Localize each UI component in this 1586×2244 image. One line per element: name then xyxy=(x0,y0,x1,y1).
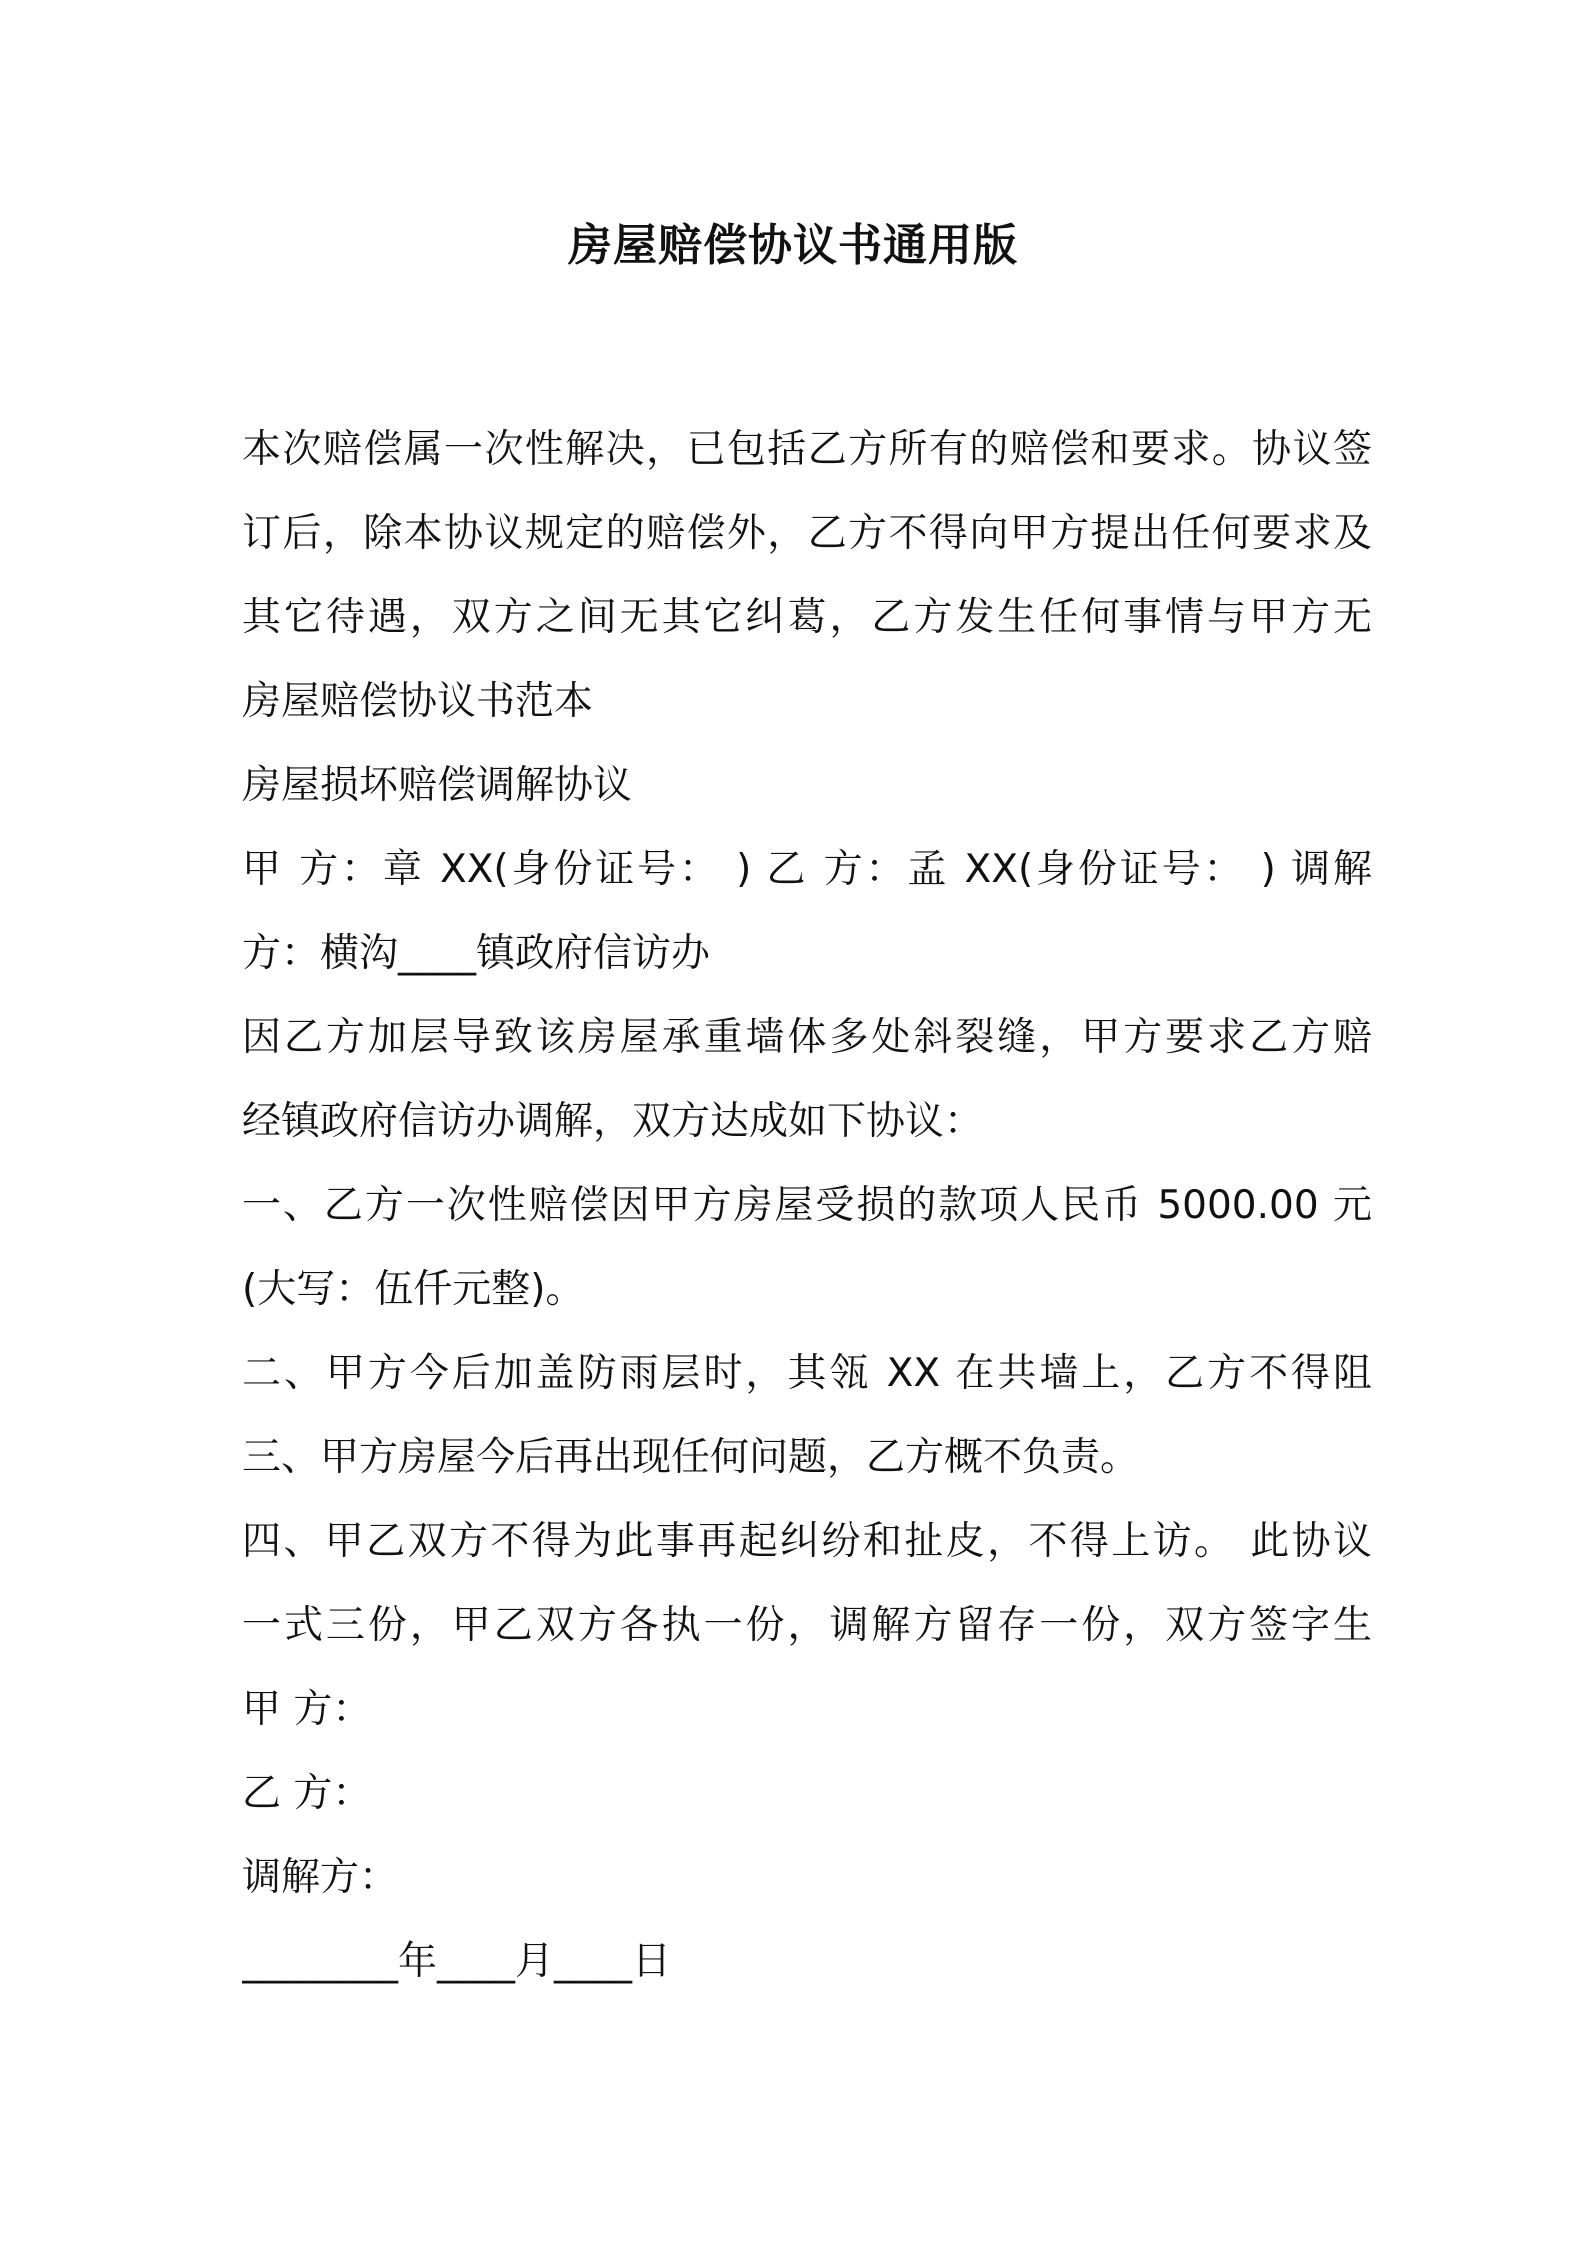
clause-3: 三、甲方房屋今后再出现任何问题，乙方概不负责。 xyxy=(242,1435,1140,1480)
clause-2: 二、甲方今后加盖防雨层时，其瓴 XX 在共墙上，乙方不得阻 xyxy=(242,1351,1372,1396)
reason-line-1: 因乙方加层导致该房屋承重墙体多处斜裂缝，甲方要求乙方赔 xyxy=(242,1015,1372,1060)
section-heading-mediation: 房屋损坏赔偿调解协议 xyxy=(242,763,633,808)
document-title: 房屋赔偿协议书通用版 xyxy=(568,220,1018,271)
parties-line: 甲 方：章 XX(身份证号： ) 乙 方：孟 XX(身份证号： ) 调解 xyxy=(242,847,1372,892)
signature-date: ________年____月____日 xyxy=(242,1939,672,1984)
paragraph-line-1: 本次赔偿属一次性解决，已包括乙方所有的赔偿和要求。协议签 xyxy=(242,427,1372,472)
clause-4-line-2: 一式三份，甲乙双方各执一份，调解方留存一份，双方签字生 xyxy=(242,1603,1372,1648)
clause-1-line-1: 一、乙方一次性赔偿因甲方房屋受损的款项人民币 5000.00 元 xyxy=(242,1183,1372,1228)
clause-1-line-2: (大写：伍仟元整)。 xyxy=(242,1267,585,1312)
paragraph-line-3: 其它待遇，双方之间无其它纠葛，乙方发生任何事情与甲方无 xyxy=(242,595,1372,640)
mediator-line: 方：横沟____镇政府信访办 xyxy=(242,931,711,976)
reason-line-2: 经镇政府信访办调解，双方达成如下协议： xyxy=(242,1099,984,1144)
signature-party-a: 甲 方： xyxy=(242,1687,372,1732)
paragraph-line-2: 订后，除本协议规定的赔偿外，乙方不得向甲方提出任何要求及 xyxy=(242,511,1372,556)
signature-mediator: 调解方： xyxy=(242,1855,399,1900)
document-body xyxy=(242,408,1372,2004)
signature-party-b: 乙 方： xyxy=(242,1771,372,1816)
section-heading-sample: 房屋赔偿协议书范本 xyxy=(242,679,594,724)
clause-4-line-1: 四、甲乙双方不得为此事再起纠纷和扯皮，不得上访。 此协议 xyxy=(242,1519,1372,1564)
